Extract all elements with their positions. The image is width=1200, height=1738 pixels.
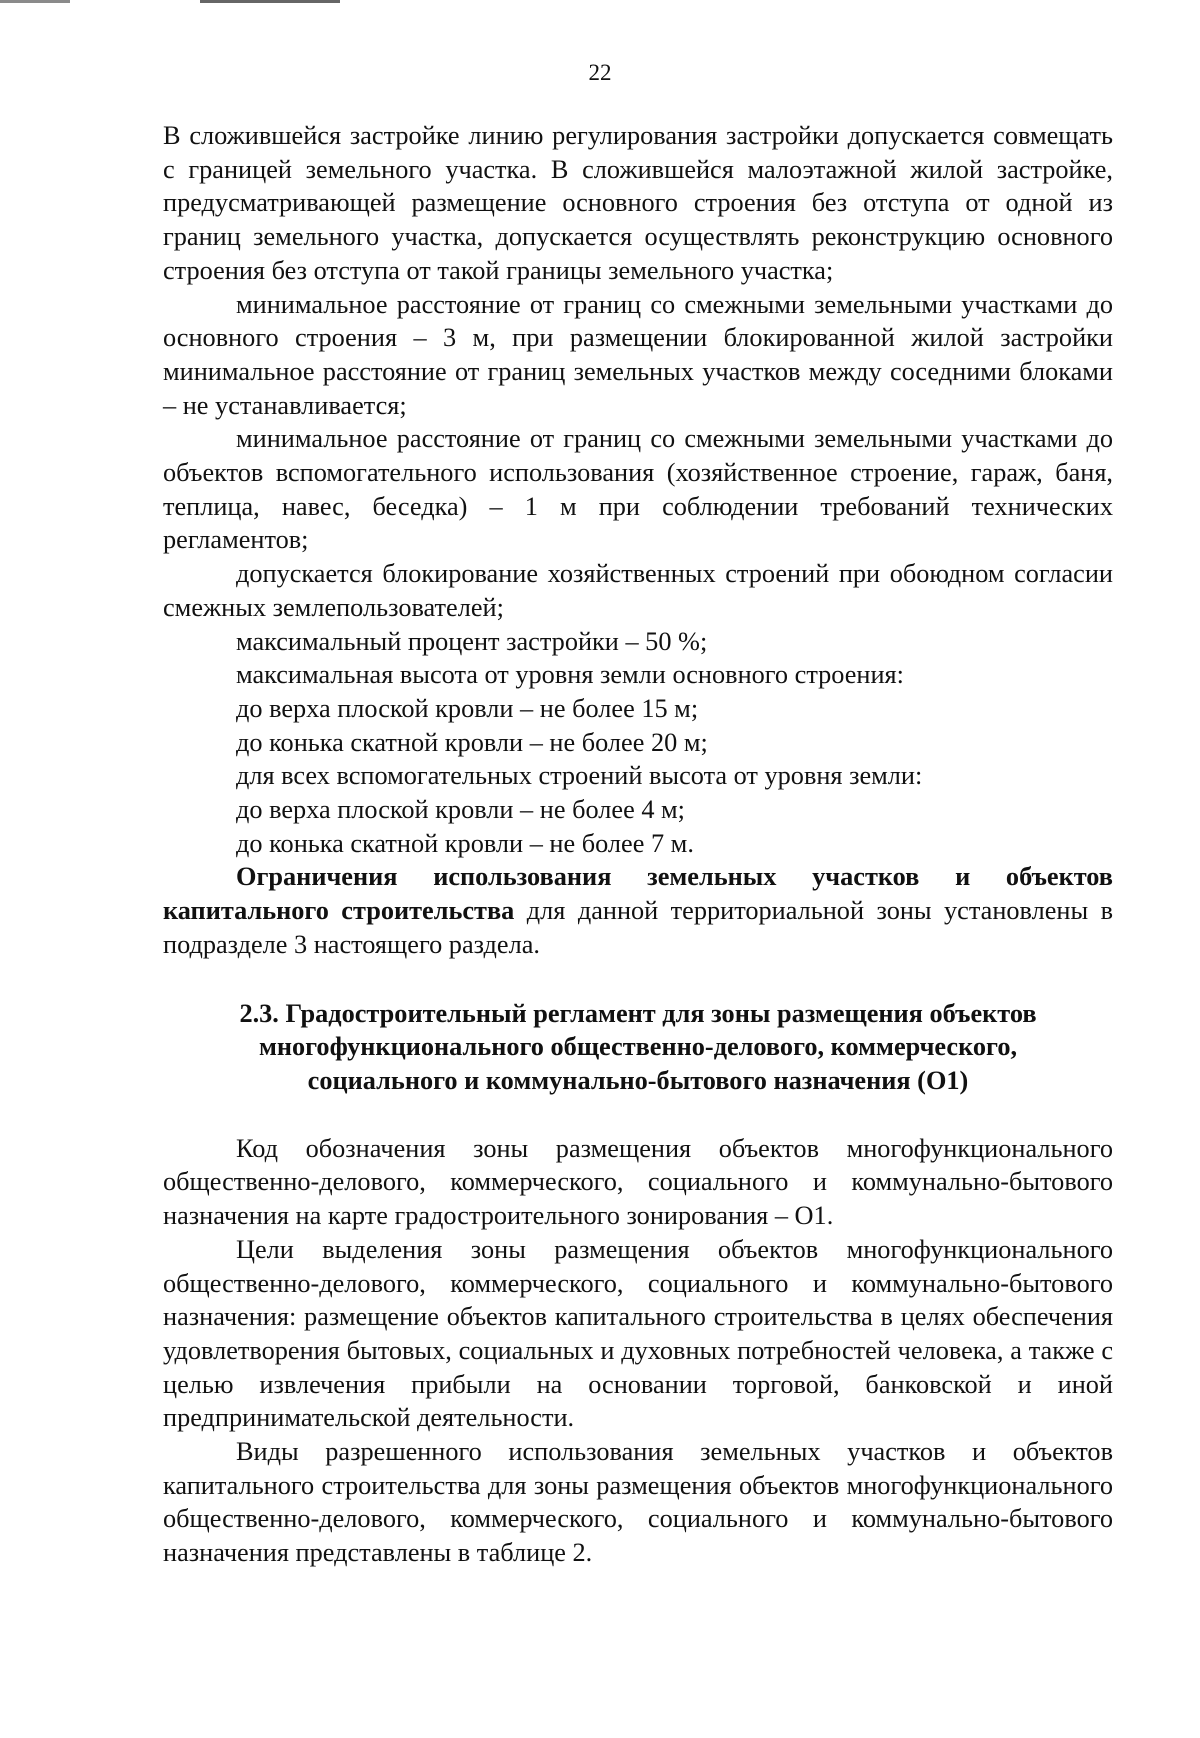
paragraph-min-distance-auxiliary: минимальное расстояние от границ со смежными земельными участками до объектов вспомогательного использования (хозяйственное строение, гараж, баня, теплица, навес, беседка) – 1 м при соблюдении требований технических регламентов;: [163, 424, 1113, 555]
section-heading: 2.3. Градостроительный регламент для зоны размещения объектов многофункционального общественно-делового, коммерческого, социального и коммунально-бытового назначения (О1): [239, 998, 1037, 1095]
paragraph-blocking-allowed: допускается блокирование хозяйственных строений при обоюдном согласии смежных землепользователей;: [163, 559, 1113, 622]
paragraph-min-distance-main: минимальное расстояние от границ со смежными земельными участками до основного строения – 3 м, при размещении блокированной жилой застройки минимальное расстояние от границ земельных участков между соседними блоками – не устанавливается;: [163, 289, 1113, 420]
restrictions-text: для данной территориальной зоны установлены в подразделе 3 настоящего раздела.: [163, 896, 1114, 959]
paragraph-flat-roof-main: до верха плоской кровли – не более 15 м;: [236, 693, 699, 723]
paragraph-pitched-roof-main: до конька скатной кровли – не более 20 м;: [236, 727, 708, 757]
paragraph-zone-code: Код обозначения зоны размещения объектов многофункционального общественно-делового, коммерческого, социального и коммунально-бытового назначения на карте градостроительного зонирования – О1.: [163, 1133, 1113, 1231]
paragraph-aux-height: для всех вспомогательных строений высота от уровня земли:: [236, 761, 923, 791]
paragraph-max-height-main: максимальная высота от уровня земли основного строения:: [236, 660, 904, 690]
scan-edge-artifact: [200, 0, 340, 3]
paragraph-building-line: В сложившейся застройке линию регулирования застройки допускается совмещать с границей земельного участка. В сложившейся малоэтажной жилой застройке, предусматривающей размещение основного строения без отступа от одной из границ земельного участка, допускается осуществлять реконструкцию основного строения без отступа от такой границы земельного участка;: [163, 121, 1113, 285]
restrictions-bold-text: Ограничения использования земельных участков и объектов капитального строительства: [163, 862, 1113, 926]
paragraph-max-coverage: максимальный процент застройки – 50 %;: [236, 626, 708, 656]
paragraph-zone-goals: Цели выделения зоны размещения объектов многофункционального общественно-делового, коммерческого, социального и коммунально-бытового назначения: размещение объектов капитального строительства в целях обеспечения удовлетворения бытовых, социальных и духовных потребностей человека, а также с целью извлечения прибыли на основании торговой, банковской и иной предпринимательской деятельности.: [163, 1234, 1113, 1433]
paragraph-restrictions: [163, 860, 1113, 961]
paragraph-pitched-roof-aux: до конька скатной кровли – не более 7 м.: [236, 828, 694, 858]
paragraph-flat-roof-aux: до верха плоской кровли – не более 4 м;: [236, 795, 685, 825]
page-number: 22: [588, 60, 612, 85]
document-body: [163, 119, 1113, 1570]
scan-edge-artifact: [0, 0, 70, 3]
spacer: [163, 1098, 1113, 1132]
paragraph-permitted-uses: Виды разрешенного использования земельных участков и объектов капитального строительства для зоны размещения объектов многофункционального общественно-делового, коммерческого, социального и коммунально-бытового назначения представлены в таблице 2.: [163, 1437, 1113, 1568]
